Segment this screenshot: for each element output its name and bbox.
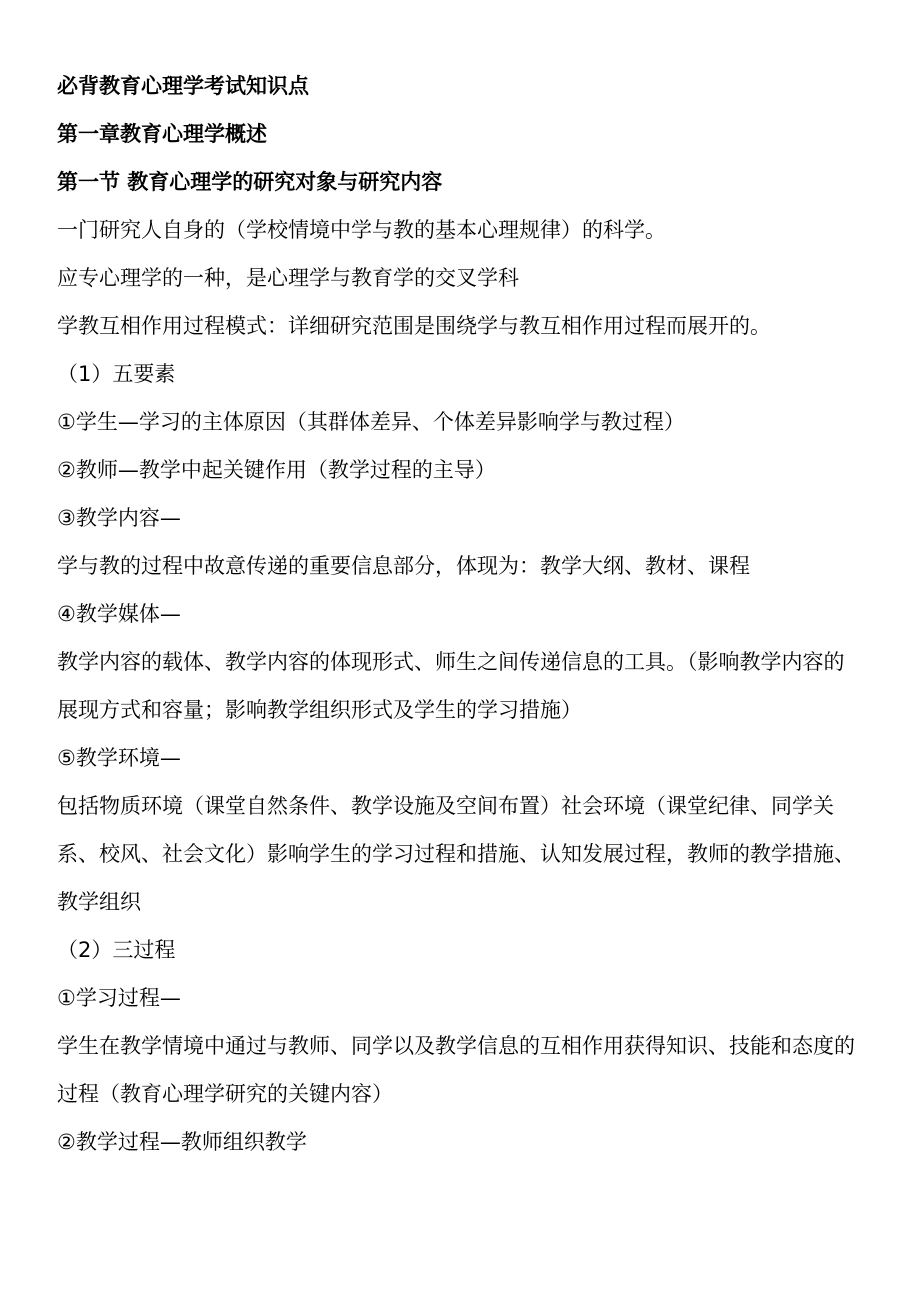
paragraph-media-detail: 教学内容的载体、教学内容的体现形式、师生之间传递信息的工具。（影响教学内容的展现方式和容量；影响教学组织形式及学生的学习措施） xyxy=(57,650,845,722)
document-body xyxy=(57,62,863,1166)
list-heading-three-processes: （2）三过程 xyxy=(57,938,176,962)
list-item-teacher: ②教师—教学中起关键作用（教学过程的主导） xyxy=(57,458,496,482)
paragraph-content-detail: 学与教的过程中故意传递的重要信息部分，体现为：教学大纲、教材、课程 xyxy=(57,554,750,578)
list-item-student: ①学生—学习的主体原因（其群体差异、个体差异影响学与教过程） xyxy=(57,410,685,434)
paragraph-model: 学教互相作用过程模式：详细研究范围是围绕学与教互相作用过程而展开的。 xyxy=(57,314,771,338)
paragraph-definition: 一门研究人自身的（学校情境中学与教的基本心理规律）的科学。 xyxy=(57,218,666,242)
paragraph-learning-detail: 学生在教学情境中通过与教师、同学以及教学信息的互相作用获得知识、技能和态度的过程（教育心理学研究的关键内容） xyxy=(57,1034,855,1106)
document-title: 必背教育心理学考试知识点 xyxy=(57,74,309,98)
paragraph-discipline: 应专心理学的一种，是心理学与教育学的交叉学科 xyxy=(57,266,519,290)
list-item-teaching-process: ②教学过程—教师组织教学 xyxy=(57,1130,307,1154)
list-item-learning-process: ①学习过程— xyxy=(57,986,181,1010)
list-item-media: ④教学媒体— xyxy=(57,602,181,626)
section-heading: 第一节 教育心理学的研究对象与研究内容 xyxy=(57,170,443,194)
paragraph-environment-detail: 包括物质环境（课堂自然条件、教学设施及空间布置）社会环境（课堂纪律、同学关系、校风、社会文化）影响学生的学习过程和措施、认知发展过程，教师的教学措施、教学组织 xyxy=(57,794,855,914)
chapter-heading: 第一章教育心理学概述 xyxy=(57,122,267,146)
list-item-environment: ⑤教学环境— xyxy=(57,746,181,770)
list-item-content: ③教学内容— xyxy=(57,506,181,530)
list-heading-five-elements: （1）五要素 xyxy=(57,362,176,386)
